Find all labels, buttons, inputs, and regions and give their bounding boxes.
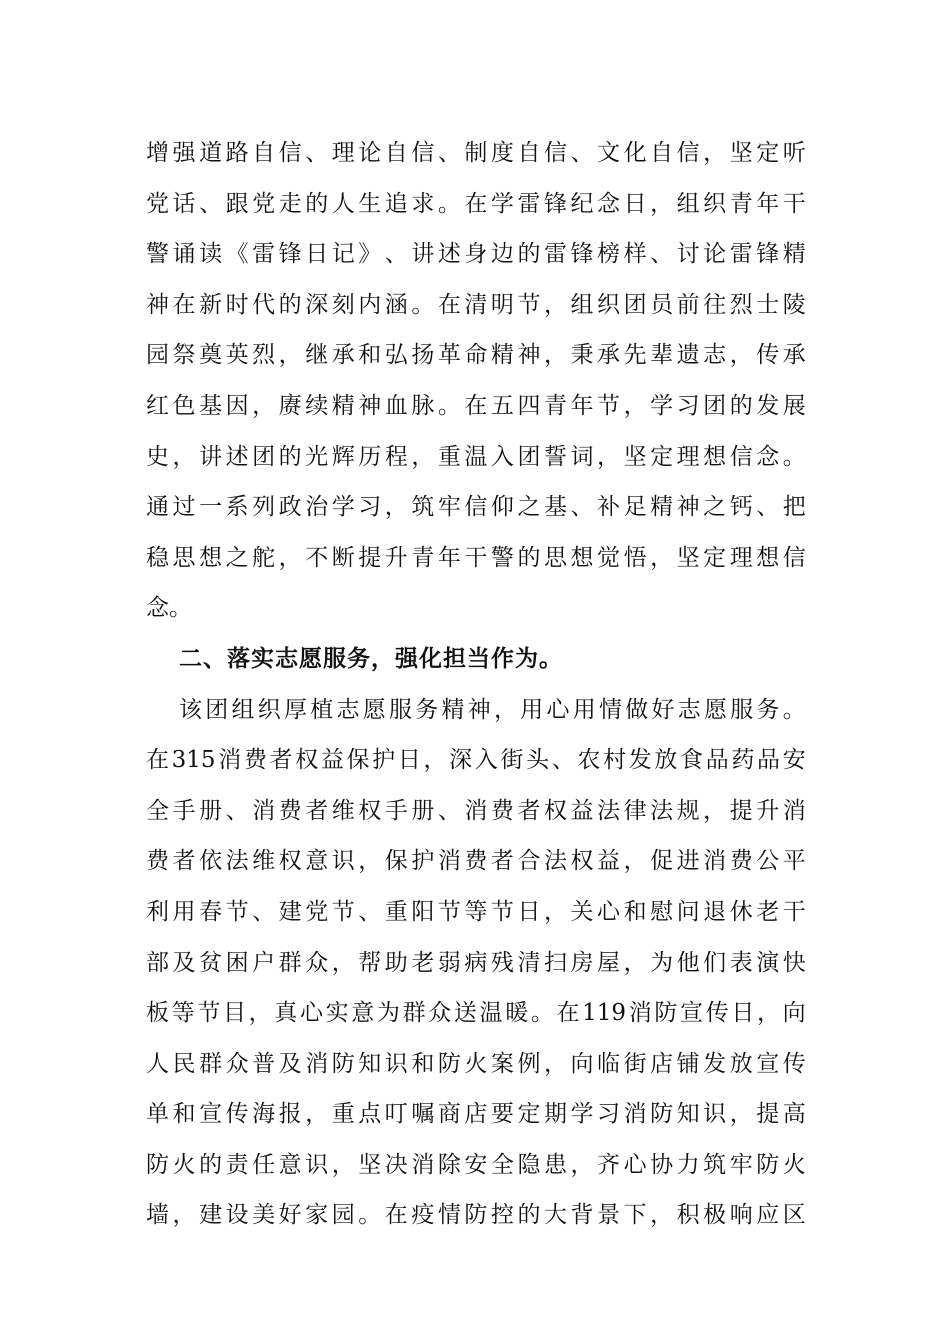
text-line: 党 话 、 跟 党 走 的 人 生 追 求 。 在 学 雷 锋 纪 念 日 ， 组 织 青 年 干 bbox=[146, 190, 806, 217]
text-line: 神 在 新 时 代 的 深 刻 内 涵 。 在 清 明 节 ， 组 织 团 员 前 往 烈 士 陵 bbox=[146, 291, 806, 318]
text-line: 板 等 节 目 ， 真 心 实 意 为 群 众 送 温 暖 。 在 119 消 防 宣 传 日 ， 向 bbox=[146, 1000, 806, 1027]
text-line: 念。 bbox=[146, 595, 192, 622]
text-line: 园 祭 奠 英 烈 ， 继 承 和 弘 扬 革 命 精 神 ， 秉 承 先 辈 遗 志 ， 传 承 bbox=[146, 342, 806, 369]
text-line: 利 用 春 节 、 建 党 节 、 重 阳 节 等 节 日 ， 关 心 和 慰 问 退 休 老 干 bbox=[146, 898, 806, 925]
text-line: 全 手 册 、 消 费 者 维 权 手 册 、 消 费 者 权 益 法 律 法 规 ， 提 升 消 bbox=[146, 797, 806, 824]
text-line: 单 和 宣 传 海 报 ， 重 点 叮 嘱 商 店 要 定 期 学 习 消 防 知 识 ， 提 高 bbox=[146, 1101, 806, 1128]
text-line: 该 团 组 织 厚 植 志 愿 服 务 精 神 ， 用 心 用 情 做 好 志 愿 服 务 。 bbox=[179, 696, 806, 723]
text-line: 史 ， 讲 述 团 的 光 辉 历 程 ， 重 温 入 团 誓 词 ， 坚 定 理 想 信 念 。 bbox=[146, 443, 806, 470]
document-body bbox=[146, 128, 806, 1241]
text-line: 稳 思 想 之 舵 ， 不 断 提 升 青 年 干 警 的 思 想 觉 悟 ， 坚 定 理 想 信 bbox=[146, 544, 806, 571]
text-line: 墙 ， 建 设 美 好 家 园 。 在 疫 情 防 控 的 大 背 景 下 ， 积 极 响 应 区 bbox=[146, 1202, 806, 1229]
text-line: 通 过 一 系 列 政 治 学 习 ， 筑 牢 信 仰 之 基 、 补 足 精 神 之 钙 、 把 bbox=[146, 494, 806, 521]
text-line: 防 火 的 责 任 意 识 ， 坚 决 消 除 安 全 隐 患 ， 齐 心 协 力 筑 牢 防 火 bbox=[146, 1151, 806, 1178]
text-line: 警 诵 读 《 雷 锋 日 记 》 、 讲 述 身 边 的 雷 锋 榜 样 、 讨 论 雷 锋 精 bbox=[146, 241, 806, 268]
text-line: 费 者 依 法 维 权 意 识 ， 保 护 消 费 者 合 法 权 益 ， 促 进 消 费 公 平 bbox=[146, 848, 806, 875]
text-line: 部 及 贫 困 户 群 众 ， 帮 助 老 弱 病 残 清 扫 房 屋 ， 为 他 们 表 演 快 bbox=[146, 949, 806, 976]
text-line: 红 色 基 因 ， 赓 续 精 神 血 脉 。 在 五 四 青 年 节 ， 学 习 团 的 发 展 bbox=[146, 392, 806, 419]
text-line: 增 强 道 路 自 信 、 理 论 自 信 、 制 度 自 信 、 文 化 自 信 ， 坚 定 听 bbox=[146, 140, 806, 166]
section-heading: 二、落实志愿服务，强化担当作为。 bbox=[179, 644, 563, 672]
text-line: 在 315 消 费 者 权 益 保 护 日 ， 深 入 街 头 、 农 村 发 放 食 品 药 品 安 bbox=[146, 747, 806, 774]
text-line: 人 民 群 众 普 及 消 防 知 识 和 防 火 案 例 ， 向 临 街 店 铺 发 放 宣 传 bbox=[146, 1050, 806, 1077]
